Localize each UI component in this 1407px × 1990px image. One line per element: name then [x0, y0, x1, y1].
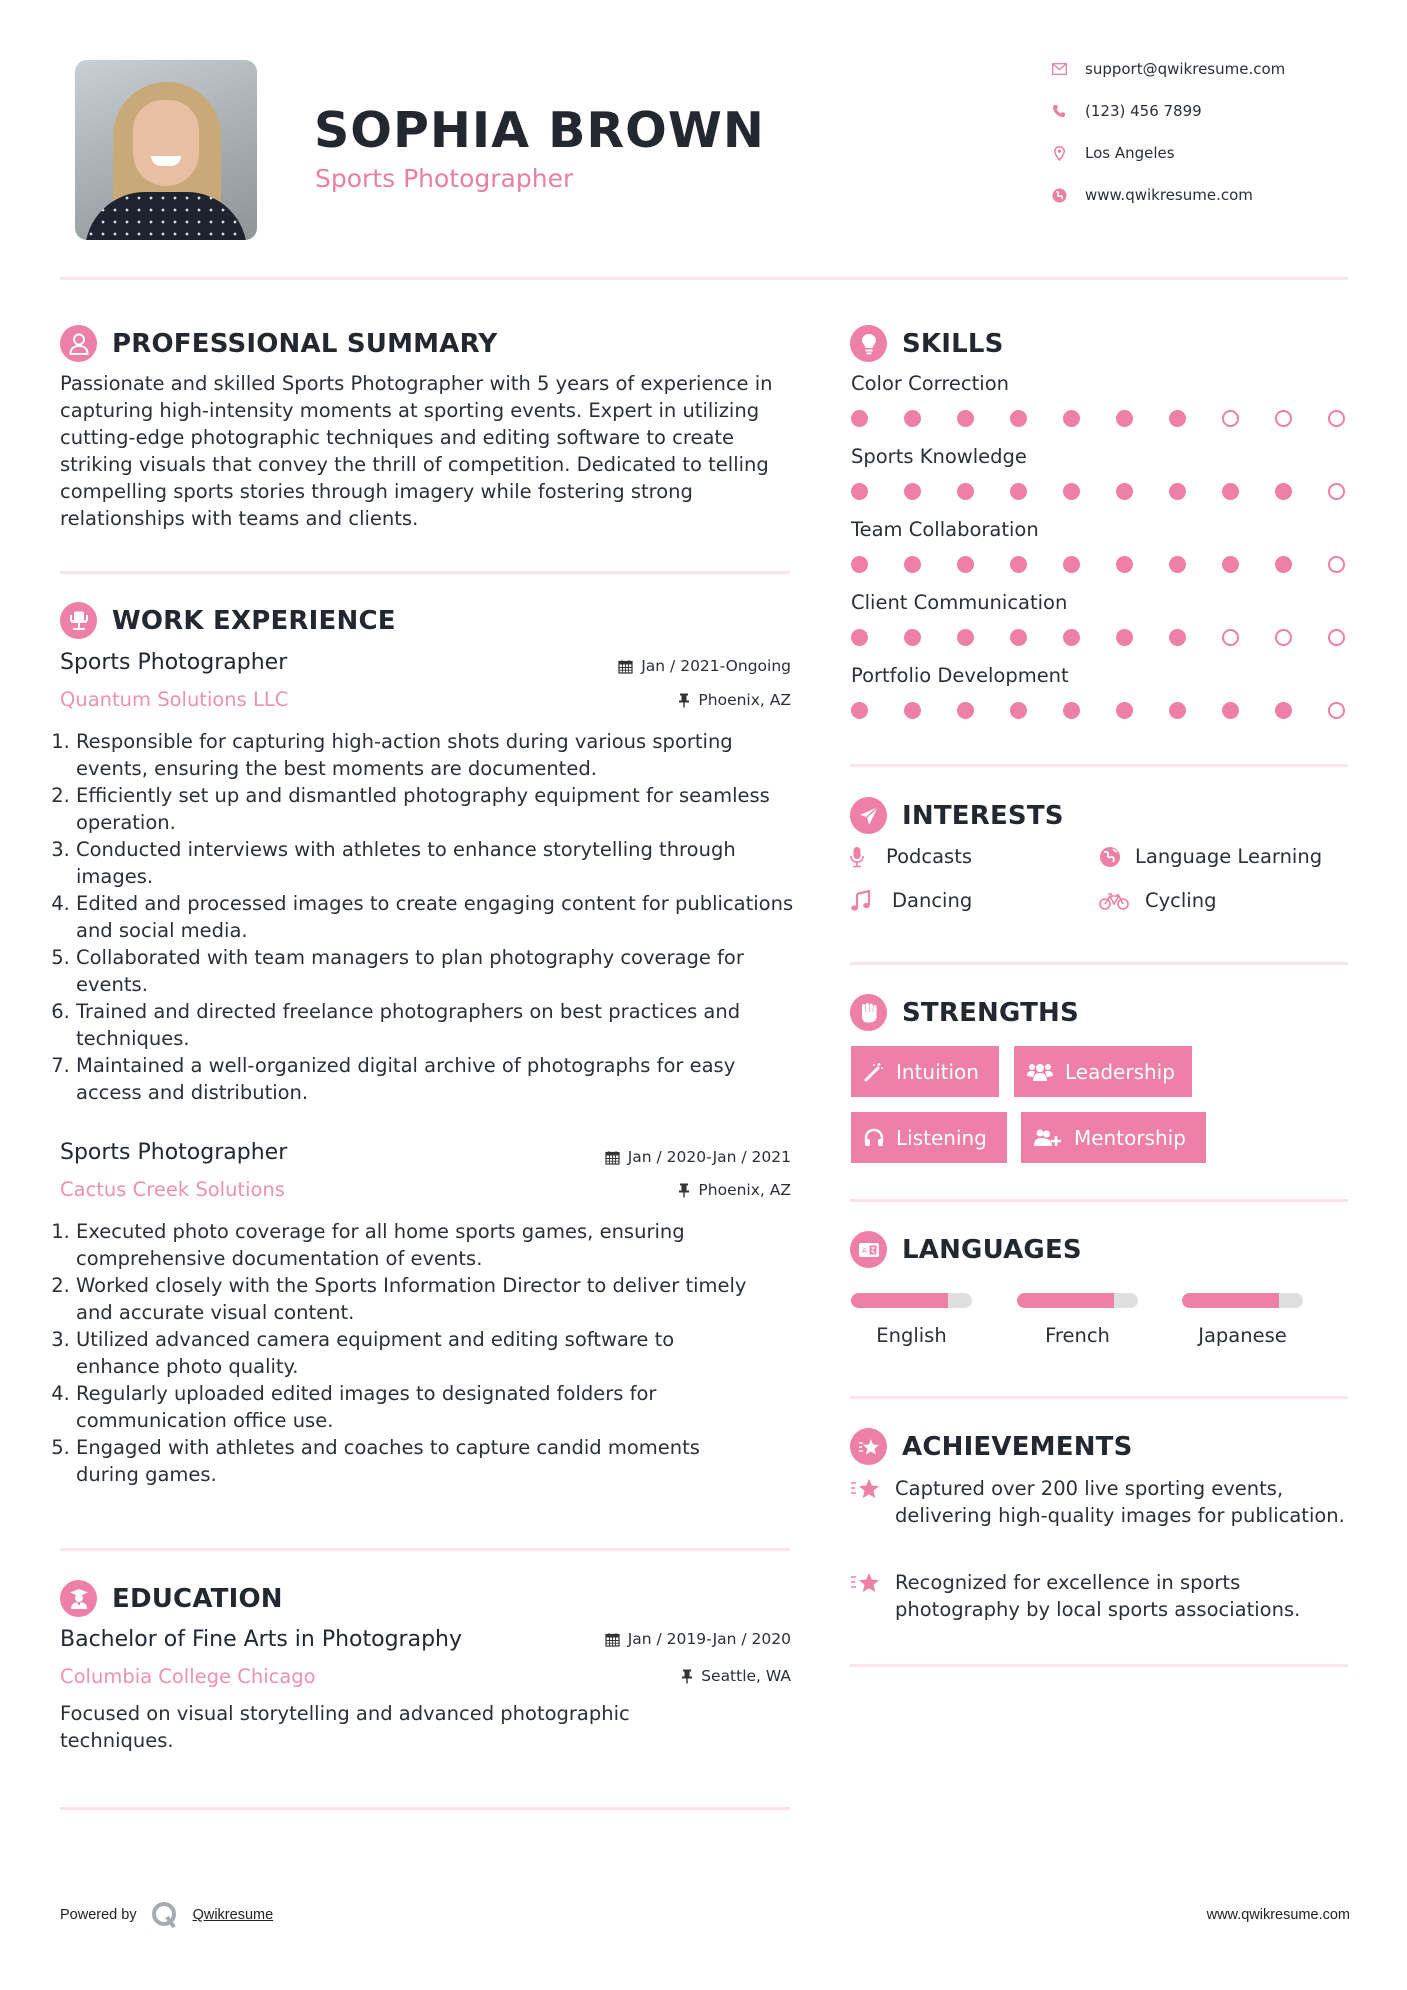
phone-icon	[1051, 103, 1067, 119]
rating-dot-empty	[1328, 556, 1345, 573]
rating-dot-filled	[1010, 483, 1027, 500]
rating-dot-filled	[1169, 410, 1186, 427]
bullet-item: 3. Utilized advanced camera equipment and editing software to enhance photo quality.	[76, 1326, 757, 1380]
qwikresume-logo-icon	[151, 1901, 179, 1929]
skills-divider	[850, 764, 1348, 767]
strength-label: Listening	[896, 1125, 987, 1150]
skill-label: Client Communication	[851, 591, 1068, 614]
calendar-icon	[605, 1150, 620, 1165]
rating-dot-filled	[904, 629, 921, 646]
graduate-icon	[60, 1580, 97, 1617]
phone-text: (123) 456 7899	[1085, 102, 1202, 120]
rating-dot-filled	[1063, 702, 1080, 719]
bullet-item: 3. Conducted interviews with athletes to enhance storytelling through images.	[76, 836, 797, 890]
bullet-item: 5. Engaged with athletes and coaches to capture candid moments during games.	[76, 1434, 757, 1488]
interests-heading	[850, 797, 1064, 834]
skill-item	[851, 591, 1345, 646]
rating-dot-filled	[1063, 629, 1080, 646]
bullet-item: 4. Edited and processed images to create engaging content for publications and social media.	[76, 890, 797, 944]
skill-label: Team Collaboration	[851, 518, 1039, 541]
contact-website[interactable]	[1051, 186, 1351, 204]
calendar-icon	[605, 1632, 620, 1647]
rating-dot-filled	[904, 410, 921, 427]
microphone-icon	[850, 846, 874, 868]
office-chair-icon	[60, 602, 97, 639]
education-title: EDUCATION	[112, 1583, 283, 1614]
skill-label: Sports Knowledge	[851, 445, 1027, 468]
bullet-item: 1. Executed photo coverage for all home sports games, ensuring comprehensive documentation of events.	[76, 1218, 757, 1272]
skills-title: SKILLS	[902, 328, 1004, 359]
calendar-icon	[618, 659, 633, 674]
language-japanese	[1182, 1293, 1303, 1347]
location-text: Los Angeles	[1085, 144, 1175, 162]
candidate-title: Sports Photographer	[315, 164, 574, 193]
school-name: Columbia College Chicago	[60, 1665, 316, 1688]
strength-chip-mentorship	[1021, 1112, 1206, 1163]
rating-dot-filled	[1116, 702, 1133, 719]
skill-item	[851, 664, 1345, 719]
skill-rating	[851, 556, 1345, 573]
email-text: support@qwikresume.com	[1085, 60, 1286, 78]
powered-by-label: Powered by	[60, 1907, 137, 1923]
languages-title: LANGUAGES	[902, 1234, 1082, 1265]
rating-dot-filled	[1222, 702, 1239, 719]
summary-title: PROFESSIONAL SUMMARY	[112, 328, 498, 359]
achievement-item	[850, 1569, 1348, 1623]
pushpin-icon	[681, 1669, 693, 1684]
paper-plane-icon	[850, 797, 887, 834]
rating-dot-filled	[851, 629, 868, 646]
strength-label: Mentorship	[1074, 1125, 1186, 1150]
bullet-item: 2. Worked closely with the Sports Information Director to deliver timely and accurate visual content.	[76, 1272, 757, 1326]
strengths-divider	[850, 1199, 1348, 1202]
experience-divider	[60, 1548, 790, 1551]
fist-icon	[850, 994, 887, 1031]
education-heading	[60, 1580, 283, 1617]
user-plus-icon	[1034, 1128, 1062, 1148]
rating-dot-filled	[1116, 556, 1133, 573]
strengths-heading	[850, 994, 1079, 1031]
interest-language-learning	[1099, 845, 1322, 868]
website-text: www.qwikresume.com	[1085, 186, 1253, 204]
rating-dot-filled	[1116, 629, 1133, 646]
skill-item	[851, 445, 1345, 500]
header-divider	[60, 277, 1348, 280]
skill-label: Portfolio Development	[851, 664, 1069, 687]
rating-dot-empty	[1328, 702, 1345, 719]
language-progress-fill	[1182, 1293, 1279, 1308]
achievement-text: Captured over 200 live sporting events, delivering high-quality images for publication.	[895, 1477, 1345, 1527]
strength-chip-intuition	[851, 1046, 999, 1097]
bullet-item: 7. Maintained a well-organized digital archive of photographs for easy access and distribution.	[76, 1052, 797, 1106]
job-bullets	[57, 728, 797, 1106]
lightbulb-icon	[850, 325, 887, 362]
rating-dot-filled	[1169, 483, 1186, 500]
achievement-text: Recognized for excellence in sports photography by local sports associations.	[895, 1571, 1301, 1621]
rating-dot-filled	[851, 483, 868, 500]
rating-dot-filled	[1169, 556, 1186, 573]
rating-dot-filled	[957, 629, 974, 646]
skill-rating	[851, 629, 1345, 646]
rating-dot-filled	[957, 410, 974, 427]
rating-dot-filled	[1275, 483, 1292, 500]
job-title: Sports Photographer	[60, 650, 288, 675]
rating-dot-empty	[1222, 410, 1239, 427]
job-title: Sports Photographer	[60, 1140, 288, 1165]
rating-dot-empty	[1222, 629, 1239, 646]
bullet-item: 6. Trained and directed freelance photographers on best practices and techniques.	[76, 998, 797, 1052]
achievements-title: ACHIEVEMENTS	[902, 1431, 1133, 1462]
education-dates-text: Jan / 2019-Jan / 2020	[627, 1630, 791, 1648]
rating-dot-filled	[1275, 702, 1292, 719]
languages-heading	[850, 1231, 1082, 1268]
qwikresume-link[interactable]: Qwikresume	[192, 1907, 274, 1923]
rating-dot-empty	[1328, 483, 1345, 500]
footer-powered-by	[60, 1901, 273, 1929]
experience-heading	[60, 602, 396, 639]
language-label: French	[1045, 1324, 1110, 1347]
rating-dot-filled	[851, 556, 868, 573]
rating-dot-empty	[1275, 410, 1292, 427]
degree-title: Bachelor of Fine Arts in Photography	[60, 1627, 462, 1652]
strength-chip-listening	[851, 1112, 1007, 1163]
rating-dot-filled	[1063, 483, 1080, 500]
skill-item	[851, 372, 1345, 427]
experience-title: WORK EXPERIENCE	[112, 605, 396, 636]
education-divider	[60, 1807, 790, 1810]
shooting-star-icon	[850, 1475, 895, 1529]
strengths-title: STRENGTHS	[902, 997, 1079, 1028]
contact-phone[interactable]	[1051, 102, 1351, 120]
job-dates-text: Jan / 2021-Ongoing	[641, 657, 791, 675]
rating-dot-filled	[1169, 702, 1186, 719]
magic-wand-icon	[864, 1062, 884, 1082]
contact-location	[1051, 144, 1351, 162]
translate-icon	[850, 1231, 887, 1268]
rating-dot-filled	[904, 483, 921, 500]
rating-dot-filled	[957, 556, 974, 573]
users-icon	[1027, 1062, 1053, 1082]
rating-dot-filled	[1222, 556, 1239, 573]
job-location-text: Phoenix, AZ	[698, 1181, 791, 1199]
language-french	[1017, 1293, 1138, 1347]
shooting-star-icon	[850, 1569, 895, 1623]
achievement-item	[850, 1475, 1348, 1529]
profile-photo	[75, 60, 257, 240]
education-description: Focused on visual storytelling and advanced photographic techniques.	[60, 1702, 630, 1752]
rating-dot-filled	[1169, 629, 1186, 646]
rating-dot-empty	[1328, 410, 1345, 427]
footer-website[interactable]: www.qwikresume.com	[1206, 1907, 1350, 1923]
contact-email[interactable]	[1051, 60, 1351, 78]
job-company: Quantum Solutions LLC	[60, 688, 289, 711]
rating-dot-filled	[1010, 556, 1027, 573]
skill-rating	[851, 702, 1345, 719]
strength-label: Leadership	[1065, 1059, 1175, 1084]
map-pin-icon	[1051, 145, 1067, 161]
bicycle-icon	[1099, 892, 1129, 910]
user-icon	[60, 325, 97, 362]
bullet-item: 1. Responsible for capturing high-action shots during various sporting events, ensuring the best moments are documented.	[76, 728, 797, 782]
rating-dot-empty	[1275, 629, 1292, 646]
rating-dot-filled	[1222, 483, 1239, 500]
pushpin-icon	[678, 693, 690, 708]
interest-cycling	[1099, 889, 1216, 912]
summary-divider	[60, 571, 790, 574]
shooting-star-icon	[850, 1428, 887, 1465]
language-progress-fill	[851, 1293, 948, 1308]
summary-heading	[60, 325, 497, 362]
skills-heading	[850, 325, 1004, 362]
rating-dot-filled	[904, 556, 921, 573]
bullet-item: 2. Efficiently set up and dismantled photography equipment for seamless operation.	[76, 782, 797, 836]
language-progress-bar	[1017, 1293, 1138, 1308]
education-location	[681, 1667, 791, 1685]
globe-icon	[1099, 846, 1123, 868]
interest-dancing	[850, 889, 972, 912]
job-location	[678, 1181, 791, 1199]
rating-dot-filled	[851, 410, 868, 427]
skill-label: Color Correction	[851, 372, 1009, 395]
strength-chip-leadership	[1014, 1046, 1192, 1097]
education-dates	[605, 1630, 791, 1648]
skill-rating	[851, 410, 1345, 427]
skill-rating	[851, 483, 1345, 500]
headphones-icon	[864, 1128, 884, 1148]
achievements-heading	[850, 1428, 1133, 1465]
job-location	[678, 691, 791, 709]
skill-item	[851, 518, 1345, 573]
rating-dot-filled	[1116, 410, 1133, 427]
rating-dot-filled	[1116, 483, 1133, 500]
bullet-item: 4. Regularly uploaded edited images to designated folders for communication office use.	[76, 1380, 757, 1434]
interests-title: INTERESTS	[902, 800, 1064, 831]
candidate-name: SOPHIA BROWN	[314, 102, 765, 159]
achievements-divider	[850, 1664, 1348, 1667]
languages-divider	[850, 1396, 1348, 1399]
bullet-item: 5. Collaborated with team managers to plan photography coverage for events.	[76, 944, 797, 998]
rating-dot-filled	[957, 702, 974, 719]
interest-label: Language Learning	[1135, 845, 1323, 868]
summary-text: Passionate and skilled Sports Photographer with 5 years of experience in capturing high-intensity moments at sporting events. Expert in utilizing cutting-edge photographic techniques and editing software to create striking visuals that convey the thrill of competition. Dedicated to telling compelling sports stories through imagery while fostering strong relationships with teams and clients.	[60, 372, 773, 530]
interests-divider	[850, 962, 1348, 965]
pushpin-icon	[678, 1183, 690, 1198]
rating-dot-filled	[957, 483, 974, 500]
interest-podcasts	[850, 845, 972, 868]
rating-dot-filled	[1010, 702, 1027, 719]
job-dates	[605, 1148, 791, 1166]
education-location-text: Seattle, WA	[701, 1667, 791, 1685]
music-note-icon	[850, 890, 874, 912]
globe-icon	[1051, 187, 1067, 203]
rating-dot-filled	[1063, 410, 1080, 427]
interest-label: Cycling	[1145, 889, 1217, 912]
language-progress-fill	[1017, 1293, 1114, 1308]
rating-dot-filled	[904, 702, 921, 719]
rating-dot-filled	[851, 702, 868, 719]
rating-dot-filled	[1010, 629, 1027, 646]
envelope-icon	[1051, 61, 1067, 77]
interest-label: Dancing	[892, 889, 973, 912]
svg-text:A: A	[861, 1246, 867, 1255]
job-company: Cactus Creek Solutions	[60, 1178, 285, 1201]
language-progress-bar	[851, 1293, 972, 1308]
strength-label: Intuition	[896, 1059, 979, 1084]
rating-dot-empty	[1328, 629, 1345, 646]
language-label: Japanese	[1198, 1324, 1287, 1347]
rating-dot-filled	[1063, 556, 1080, 573]
language-progress-bar	[1182, 1293, 1303, 1308]
job-bullets	[57, 1218, 757, 1488]
language-label: English	[876, 1324, 947, 1347]
rating-dot-filled	[1010, 410, 1027, 427]
rating-dot-filled	[1275, 556, 1292, 573]
job-dates	[618, 657, 791, 675]
language-english	[851, 1293, 972, 1347]
job-dates-text: Jan / 2020-Jan / 2021	[627, 1148, 791, 1166]
interest-label: Podcasts	[886, 845, 973, 868]
job-location-text: Phoenix, AZ	[698, 691, 791, 709]
